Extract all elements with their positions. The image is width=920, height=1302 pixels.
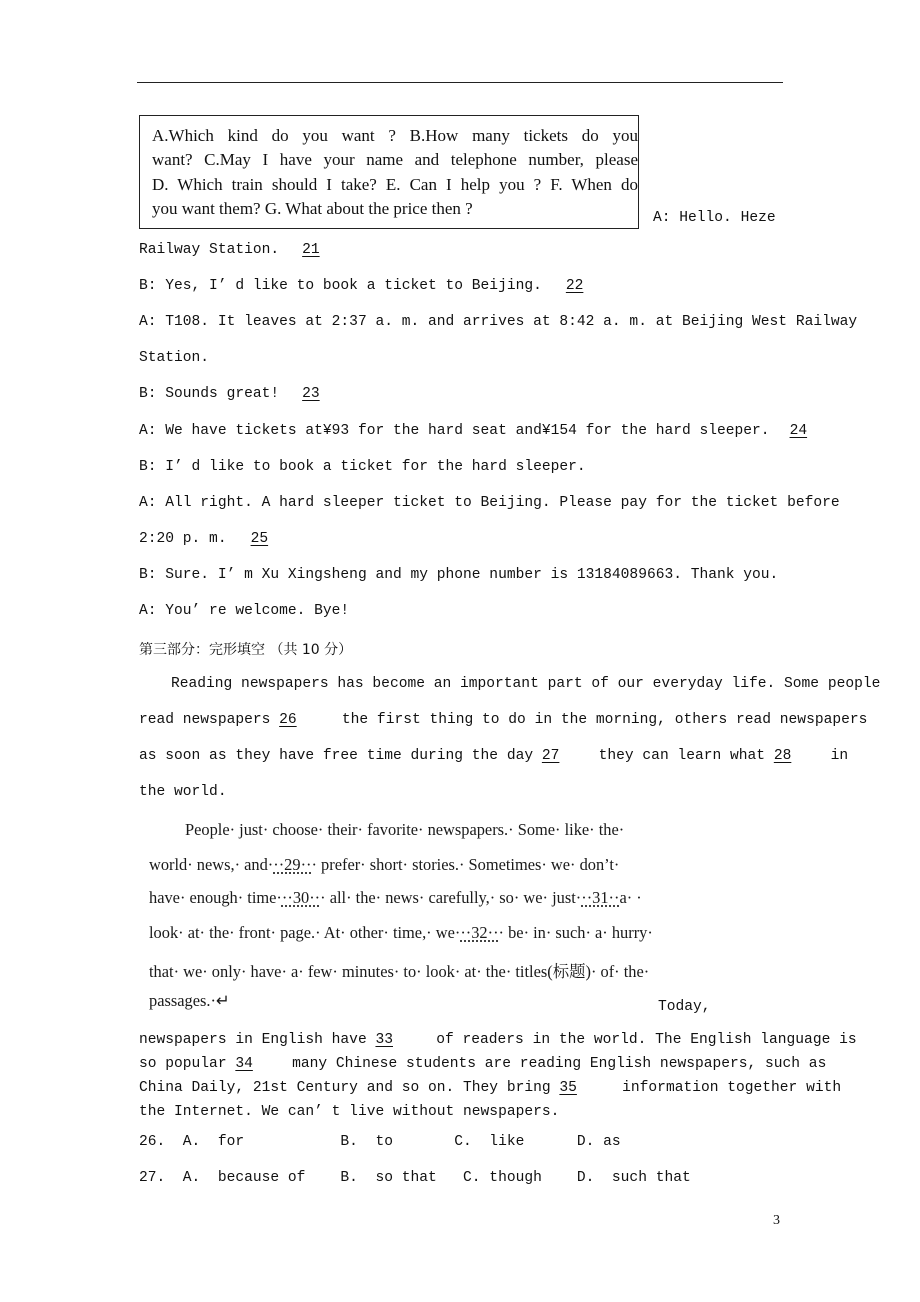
blank-23: 23 — [302, 386, 320, 402]
scanned-passage-line — [149, 923, 653, 943]
blank-31: ··31·· — [581, 888, 620, 907]
dialogue-text: A: We have tickets at¥93 for the hard seat and¥154 for the hard sleeper. — [139, 423, 770, 439]
blank-25: 25 — [250, 531, 269, 547]
blank-22: 22 — [565, 278, 584, 294]
passage-text: as soon as they have free time during the day — [139, 748, 534, 764]
dialogue-line: B: Sure. I’ m Xu Xingsheng and my phone number is 13184089663. Thank you. — [139, 567, 779, 583]
dialogue-line — [139, 423, 818, 439]
options-line: D. Which train should I take? E. Can I help you ? F. When do — [152, 174, 638, 194]
blank-33: 33 — [375, 1032, 393, 1048]
options-line: want? C.May I have your name and telephone number, please — [152, 150, 638, 170]
header-rule — [137, 82, 783, 83]
passage-line — [139, 1056, 827, 1072]
dialogue-line: A: You’ re welcome. Bye! — [139, 603, 350, 619]
scanned-text: look· at· the· front· page.· At· other· time,· we· — [149, 923, 461, 942]
passage-line: the world. — [139, 784, 227, 800]
blank-32: ··32·· — [460, 923, 499, 942]
dialogue-line — [139, 531, 283, 547]
passage-text: so popular — [139, 1056, 227, 1072]
blank-24: 24 — [789, 423, 808, 439]
passage-line — [139, 748, 849, 764]
scanned-text: · be· in· such· a· hurry· — [498, 923, 653, 942]
dialogue-text: Railway Station. — [139, 242, 280, 258]
scanned-text: a· · — [619, 888, 642, 907]
question-26-options: 26. A. for B. to C. like D. as — [139, 1134, 621, 1150]
dialogue-line: Station. — [139, 350, 210, 366]
dialogue-line: A: All right. A hard sleeper ticket to Beijing. Please pay for the ticket before — [139, 495, 840, 511]
passage-line: Reading newspapers has become an important part of our everyday life. Some people — [171, 676, 881, 692]
options-line: A.Which kind do you want ? B.How many tickets do you — [152, 126, 638, 145]
scanned-text: · all· the· news· carefully,· so· we· just· — [320, 888, 582, 907]
passage-line — [139, 1032, 857, 1048]
blank-29: ··29·· — [273, 855, 312, 874]
section-heading: 第三部分：完形填空 （共 10 分） — [139, 642, 353, 658]
dialogue-line — [139, 386, 334, 402]
passage-text: newspapers in English have — [139, 1032, 367, 1048]
scanned-text: world· news,· and· — [149, 855, 274, 874]
question-27-options: 27. A. because of B. so that C. though D. such that — [139, 1170, 691, 1186]
dialogue-line — [139, 242, 334, 258]
dialogue-text: 2:20 p. m. — [139, 531, 227, 547]
dialogue-text: B: Sounds great! — [139, 386, 280, 402]
scanned-passage-line — [149, 888, 642, 908]
passage-text: China Daily, 21st Century and so on. They bring — [139, 1080, 551, 1096]
scanned-passage-line: that· we· only· have· a· few· minutes· to· look· at· the· titles(标题)· of· the· — [149, 962, 650, 981]
passage-text: read newspapers — [139, 712, 271, 728]
scanned-text: have· enough· time· — [149, 888, 282, 907]
passage-text: Today, — [658, 999, 711, 1015]
passage-text: the first thing to do in the morning, others read newspapers — [341, 712, 868, 728]
blank-34: 34 — [235, 1056, 253, 1072]
passage-line — [139, 1080, 842, 1096]
blank-27: 27 — [541, 748, 560, 764]
passage-text: many Chinese students are reading English newspapers, such as — [292, 1056, 827, 1072]
passage-text: in — [830, 748, 849, 764]
dialogue-line: A: Hello. Heze — [653, 210, 776, 226]
passage-text: they can learn what — [598, 748, 766, 764]
blank-28: 28 — [773, 748, 792, 764]
scanned-text: · prefer· short· stories.· Sometimes· we· don’t· — [311, 855, 620, 874]
page-number: 3 — [773, 1213, 780, 1228]
blank-30: ··30·· — [281, 888, 321, 907]
scanned-passage-line — [149, 855, 619, 875]
dialogue-line: A: T108. It leaves at 2:37 a. m. and arrives at 8:42 a. m. at Beijing West Railway — [139, 314, 858, 330]
scanned-passage-line: passages.·↵ — [149, 991, 230, 1010]
blank-21: 21 — [302, 242, 320, 258]
dialogue-text: B: Yes, I’ d like to book a ticket to Beijing. — [139, 278, 542, 294]
passage-line — [139, 712, 868, 728]
passage-text: of readers in the world. The English language is — [436, 1032, 857, 1048]
options-line: you want them? G. What about the price then ? — [152, 198, 473, 218]
blank-35: 35 — [559, 1080, 577, 1096]
passage-text: information together with — [622, 1080, 842, 1096]
blank-26: 26 — [279, 712, 297, 728]
scanned-passage-line: People· just· choose· their· favorite· newspapers.· Some· like· the· — [185, 820, 625, 839]
options-box — [139, 115, 639, 229]
dialogue-line — [139, 278, 599, 294]
dialogue-line: B: I’ d like to book a ticket for the hard sleeper. — [139, 459, 586, 475]
passage-line: the Internet. We can’ t live without newspapers. — [139, 1104, 560, 1120]
